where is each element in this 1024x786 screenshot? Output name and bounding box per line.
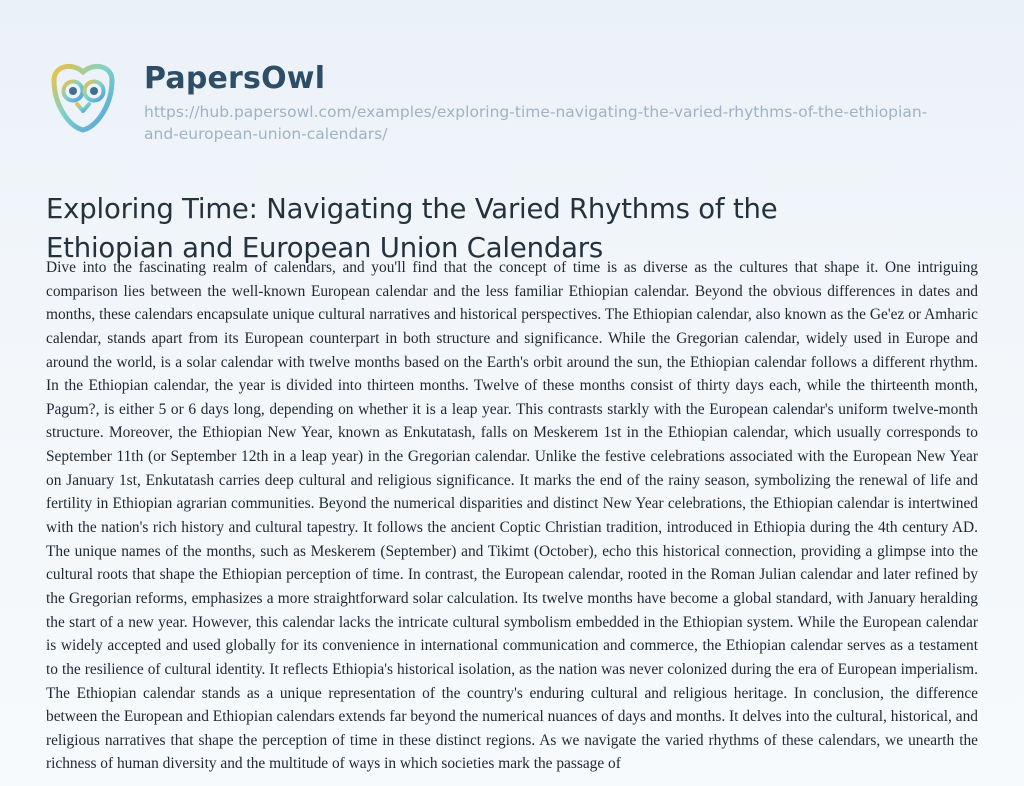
site-header (44, 56, 944, 166)
page-title: Exploring Time: Navigating the Varied Rhythms of the Ethiopian and European Union Calendars (46, 193, 778, 265)
owl-logo-icon (44, 58, 122, 136)
page-url[interactable]: https://hub.papersowl.com/examples/exploring-time-navigating-the-varied-rhythms-of-the-ethiopian-and-european-union-calendars/ (144, 103, 928, 144)
brand-block (144, 56, 934, 146)
article-body: Dive into the fascinating realm of calendars, and you'll find that the concept of time is as diverse as the cultures that shape it. One intriguing comparison lies between the well-known European calendar and the less familiar Ethiopian calendar. Beyond the obvious differences in dates and months, these calendars encapsulate unique cultural narratives and historical perspectives. The Ethiopian calendar, also known as the Ge'ez or Amharic calendar, stands apart from its European counterpart in both structure and significance. While the Gregorian calendar, widely used in Europe and around the world, is a solar calendar with twelve months based on the Earth's orbit around the sun, the Ethiopian calendar follows a different rhythm. In the Ethiopian calendar, the year is divided into thirteen months. Twelve of these months consist of thirty days each, while the thirteenth month, Pagum?, is either 5 or 6 days long, depending on whether it is a leap year. This contrasts starkly with the European calendar's uniform twelve-month structure. Moreover, the Ethiopian New Year, known as Enkutatash, falls on Meskerem 1st in the Ethiopian calendar, which usually corresponds to September 11th (or September 12th in a leap year) in the Gregorian calendar. Unlike the festive celebrations associated with the European New Year on January 1st, Enkutatash carries deep cultural and religious significance. It marks the end of the rainy season, symbolizing the renewal of life and fertility in Ethiopian agrarian communities. Beyond the numerical disparities and distinct New Year celebrations, the Ethiopian calendar is intertwined with the nation's rich history and cultural tapestry. It follows the ancient Coptic Christian tradition, introduced in Ethiopia during the 4th century AD. The unique names of the months, such as Meskerem (September) and Tikimt (October), echo this historical connection, providing a glimpse into the cultural roots that shape the Ethiopian perception of time. In contrast, the European calendar, rooted in the Roman Julian calendar and later refined by the Gregorian reforms, emphasizes a more straightforward solar calculation. Its twelve months have become a global standard, with January heralding the start of a new year. However, this calendar lacks the intricate cultural symbolism embedded in the Ethiopian system. While the European calendar is widely accepted and used globally for its convenience in international communication and commerce, the Ethiopian calendar serves as a testament to the resilience of cultural identity. It reflects Ethiopia's historical isolation, as the nation was never colonized during the era of European imperialism. The Ethiopian calendar stands as a unique representation of the country's enduring cultural and religious heritage. In conclusion, the difference between the European and Ethiopian calendars extends far beyond the numerical nuances of days and months. It delves into the cultural, historical, and religious narratives that shape the perception of time in these distinct regions. As we navigate the varied rhythms of these calendars, we unearth the richness of human diversity and the multitude of ways in which societies mark the passage of (46, 259, 978, 773)
brand-name: PapersOwl (144, 61, 326, 96)
